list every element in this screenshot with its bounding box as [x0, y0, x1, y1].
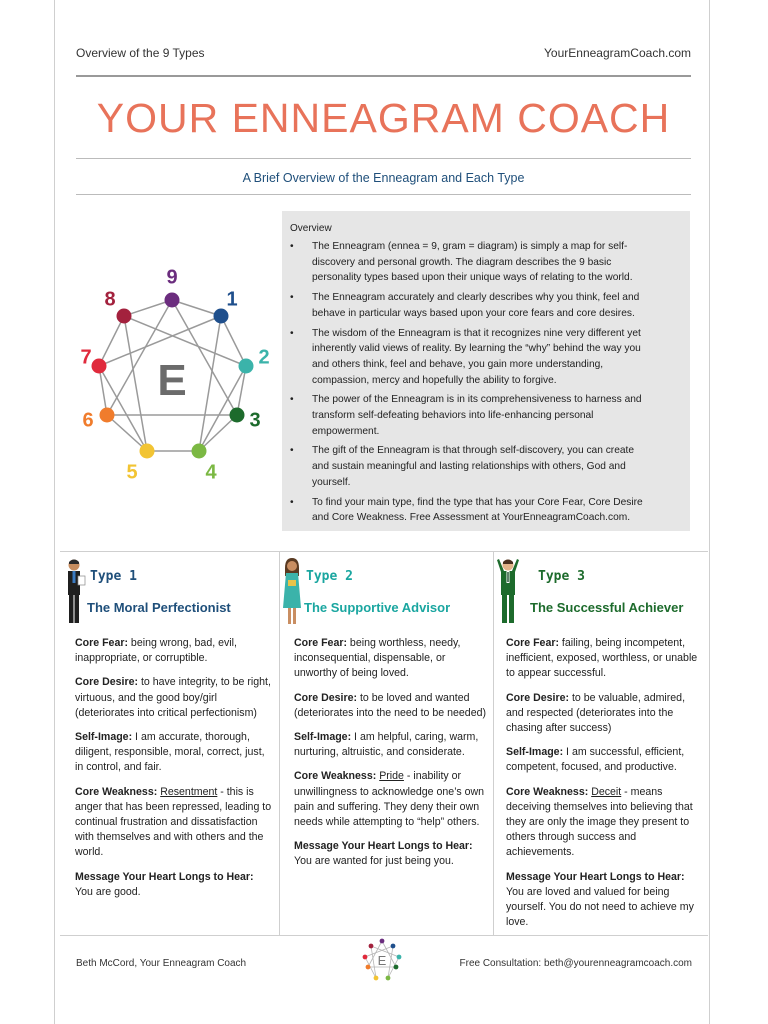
type-1-self-image: Self-Image: I am accurate, thorough, diligent, responsible, moral, correct, just, in control, and fair.	[75, 731, 265, 774]
enneagram-label-2: 2	[258, 346, 270, 369]
type-3-description	[506, 636, 704, 939]
enneagram-point-6	[100, 408, 115, 423]
overview-item-1: • The Enneagram (ennea = 9, gram = diagram) is simply a map for self- discovery and personal growth. The diagram describes the 9 basic personality types based upon their unique ways of relating to the world.	[290, 239, 682, 286]
footer-contact: Free Consultation: beth@yourenneagramcoach.com	[459, 958, 692, 969]
type-3-number: Type 3	[538, 569, 585, 584]
type-2-core-desire: Core Desire: to be loved and wanted (deteriorates into the need to be needed)	[294, 691, 487, 719]
type-3-self-image: Self-Image: I am successful, efficient, competent, focused, and productive.	[506, 746, 685, 774]
type-2-person-icon	[280, 558, 304, 626]
type-1-core-fear: Core Fear: being wrong, bad, evil, inappropriate, or corruptible.	[75, 637, 237, 665]
type-1-core-desire: Core Desire: to have integrity, to be right, virtuous, and the good boy/girl (deteriorates into critical perfectionism)	[75, 676, 271, 719]
type-2-name: The Supportive Advisor	[304, 600, 451, 615]
overview-item-6: • To find your main type, find the type that has your Core Fear, Core Desire and Core Weakness. Free Assessment at YourEnneagramCoach.com.	[290, 495, 682, 526]
enneagram-label-7: 7	[80, 346, 92, 369]
types-section	[60, 551, 708, 936]
enneagram-point-7	[92, 359, 107, 374]
logo-dot-5	[374, 976, 379, 981]
page-header	[76, 46, 691, 66]
type-3-card	[494, 552, 708, 935]
header-divider	[76, 75, 691, 77]
enneagram-point-5	[140, 444, 155, 459]
enneagram-label-6: 6	[82, 409, 94, 432]
core-desire-label: Core Desire:	[75, 676, 138, 689]
enneagram-label-1: 1	[226, 288, 238, 311]
logo-dot-1	[391, 944, 396, 949]
page-border-right	[709, 0, 710, 1024]
title-divider-bottom	[76, 194, 691, 195]
type-1-person-icon	[62, 558, 86, 626]
enneagram-diagram	[72, 258, 284, 488]
type-3-message: Message Your Heart Longs to Hear: You are loved and valued for being yourself. You do not need to achieve my love.	[506, 870, 694, 929]
enneagram-label-4: 4	[205, 461, 217, 484]
overview-item-5: • The gift of the Enneagram is that through self-discovery, you can create and sustain meaningful and lasting relationships with others, God and yourself.	[290, 443, 682, 490]
overview-list	[290, 239, 682, 530]
header-right: YourEnneagramCoach.com	[544, 46, 691, 60]
type-3-name: The Successful Achiever	[530, 600, 684, 615]
core-fear-label: Core Fear:	[75, 637, 128, 649]
type-3-core-weakness: Core Weakness: Deceit - means deceiving themselves into believing that they are only the image they present to others through success and achievements.	[506, 785, 693, 859]
overview-item-2: • The Enneagram accurately and clearly describes why you think, feel and behave in particular ways based upon your core fears and core desires.	[290, 290, 682, 321]
logo-dot-6	[366, 965, 371, 970]
header-left: Overview of the 9 Types	[76, 46, 205, 60]
logo-dot-8	[369, 944, 374, 949]
overview-panel	[282, 211, 690, 531]
type-2-core-fear: Core Fear: being worthless, needy, inconsequential, dispensable, or unworthy of being loved.	[294, 637, 461, 680]
type-1-card	[60, 552, 280, 935]
core-weakness-label: Core Weakness:	[75, 785, 158, 798]
logo-dot-9	[380, 939, 385, 944]
type-3-person-icon	[496, 558, 520, 626]
logo-dot-2	[397, 955, 402, 960]
type-2-self-image: Self-Image: I am helpful, caring, warm, nurturing, altruistic, and considerate.	[294, 731, 479, 759]
logo-dot-7	[363, 955, 368, 960]
type-2-description	[294, 636, 486, 879]
type-1-number: Type 1	[90, 569, 137, 584]
overview-item-3: • The wisdom of the Enneagram is that it recognizes nine very different yet inherently valid views of reality. By learning the “why” behind the way you and others think, feel and behave, you gain more understanding, compassion, mercy and hopefully the ability to forgive.	[290, 326, 682, 389]
type-2-core-weakness: Core Weakness: Pride - inability or unwillingness to acknowledge one’s own pain and suffering. They deny their own needs while attempting to “help” others.	[294, 770, 485, 829]
enneagram-point-3	[230, 408, 245, 423]
enneagram-point-1	[214, 309, 229, 324]
enneagram-point-9	[165, 293, 180, 308]
logo-dot-3	[394, 965, 399, 970]
footer-author: Beth McCord, Your Enneagram Coach	[76, 958, 247, 969]
page-border-left	[54, 0, 55, 1024]
page-title: YOUR ENNEAGRAM COACH	[96, 95, 671, 141]
footer-logo-icon	[359, 937, 405, 983]
enneagram-center-letter: E	[157, 356, 187, 405]
overview-title: Overview	[290, 223, 332, 234]
enneagram-point-4	[192, 444, 207, 459]
type-1-core-weakness: Core Weakness: Resentment - this is anger that has been repressed, leading to continual frustration and dissatisfaction with themselves and with others and the world.	[75, 785, 272, 859]
footer-logo-letter: E	[377, 953, 387, 968]
type-1-name: The Moral Perfectionist	[87, 600, 231, 615]
logo-dot-4	[386, 976, 391, 981]
type-1-description	[75, 636, 275, 909]
enneagram-label-3: 3	[249, 409, 261, 432]
type-2-card	[280, 552, 494, 935]
type-2-message: Message Your Heart Longs to Hear: You are wanted for just being you.	[294, 840, 473, 868]
self-image-label: Self-Image:	[75, 731, 133, 744]
type-1-message: Message Your Heart Longs to Hear: You are good.	[75, 870, 254, 898]
message-label: Message Your Heart Longs to Hear:	[75, 870, 254, 883]
enneagram-label-8: 8	[104, 288, 116, 311]
enneagram-point-2	[239, 359, 254, 374]
title-divider-top	[76, 158, 691, 159]
enneagram-label-9: 9	[166, 266, 178, 289]
page-subtitle: A Brief Overview of the Enneagram and Each Type	[242, 171, 525, 185]
enneagram-point-8	[117, 309, 132, 324]
enneagram-label-5: 5	[126, 461, 138, 484]
type-3-core-desire: Core Desire: to be valuable, admired, and respected (deteriorates into the chasing after success)	[506, 691, 686, 735]
overview-item-4: • The power of the Enneagram is in its comprehensiveness to harness and transform self-defeating behaviors into life-enhancing personal empowerment.	[290, 392, 682, 439]
type-2-number: Type 2	[306, 569, 353, 584]
type-3-core-fear: Core Fear: failing, being incompetent, inefficient, exposed, worthless, or unable to appear successful.	[506, 637, 698, 680]
